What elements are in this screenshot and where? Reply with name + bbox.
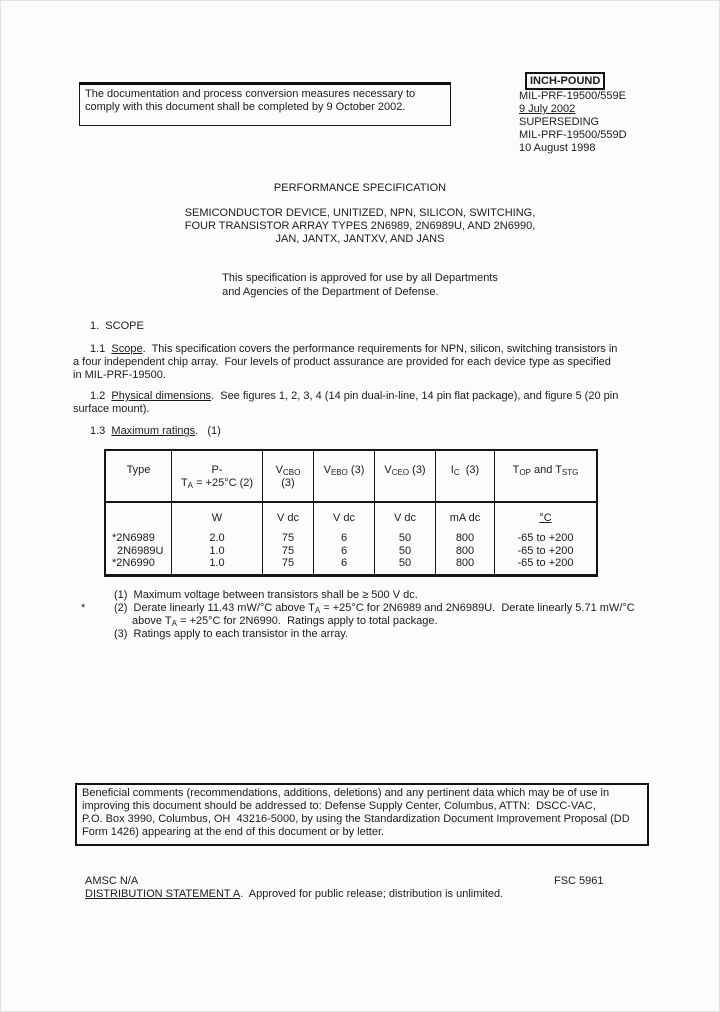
distribution-label: DISTRIBUTION STATEMENT A [85,888,241,900]
table-cell-power: 1.0 [209,544,225,557]
section-heading-scope: 1. SCOPE [90,320,144,332]
column-ic [436,503,495,574]
comments-line: P.O. Box 3990, Columbus, OH 43216-5000, by using the Standardization Document Improvement Proposal (DD [82,813,630,825]
paragraph-1-2 [73,390,622,416]
amsc-code: AMSC N/A [85,875,139,887]
paragraph-text: . (1) [195,425,221,437]
column-type [106,503,172,574]
paragraph-1-1 [73,343,622,382]
approval-statement [1,272,719,299]
footnote-2-line-1: (2) Derate linearly 11.43 mW/°C above $T_A = +25^\circ C$ for 2N6989 and 2N6989U. Derate linearly 5.71 mW/°C [114,602,635,615]
table-header-row [106,451,596,503]
header-cell-ic: $I_C$ (3) [436,451,495,501]
superseding-label: SUPERSEDING [519,116,600,128]
table-cell-type: 2N6989U [117,544,164,557]
table-cell-type: *2N6989 [112,532,155,544]
header-label: Type [126,464,151,476]
table-cell-vcbo: 75 [281,544,295,557]
table-cell-ic: 800 [455,544,475,557]
unit-label: V dc [332,512,355,524]
unit-label: W [211,512,223,524]
header-label: P- [211,464,223,476]
column-vebo [314,503,375,574]
table-cell-ic: 800 [455,532,475,544]
header-note: (3) [281,477,295,489]
paragraph-number: 1.2 [90,390,112,402]
column-vcbo [263,503,314,574]
paragraph-label: Physical dimensions [111,390,212,402]
table-cell-temp: -65 to +200 [517,557,574,569]
table-footnotes [114,589,635,641]
title-line-1: SEMICONDUCTOR DEVICE, UNITIZED, NPN, SILICON, SWITCHING, [184,207,536,219]
inch-pound-badge: INCH-POUND [525,72,605,90]
table-cell-temp: -65 to +200 [517,532,574,544]
table-cell-ic: 800 [455,557,475,569]
table-cell-vebo: 6 [340,544,348,557]
title-line-2: FOUR TRANSISTOR ARRAY TYPES 2N6989, 2N6989U, AND 2N6990, [184,220,536,232]
table-cell-power: 2.0 [209,532,225,544]
table-cell-vceo: 50 [398,557,412,569]
unit-label: V dc [393,512,416,524]
header-cell-vebo: $V_{EBO}$ (3) [314,451,375,501]
column-temp [495,503,596,574]
unit-label: °C [539,512,552,524]
column-power [172,503,263,574]
maximum-ratings-table [104,449,598,577]
header-cell-type [106,451,172,501]
table-cell-vceo: 50 [398,532,412,544]
header-label: $V_{CBO}$ [275,464,301,477]
title-line-3: JAN, JANTX, JANTXV, AND JANS [275,233,445,245]
header-label: $T_A = +25^\circ C$ (2) [180,477,254,490]
paragraph-text: . This specification covers the performance requirements for NPN, silicon, switching transistors in a four independent chip array. Four levels of product assurance are provided for each device type as specified in MIL-PRF-19500. [73,343,621,381]
footnote-2-line-2: above $T_A = +25^\circ C$ for 2N6990. Ratings apply to total package. [132,615,438,628]
comments-line: improving this document should be addressed to: Defense Supply Center, Columbus, ATTN: DSCC-VAC, [82,800,596,812]
footnote-1: (1) Maximum voltage between transistors shall be ≥ 500 V dc. [114,589,418,601]
table-body [106,503,596,574]
approval-line-2: and Agencies of the Department of Defense. [222,285,439,298]
conversion-notice-box: The documentation and process conversion measures necessary to comply with this document shall be completed by 9 October 2002. [79,82,451,126]
table-cell-power: 1.0 [209,557,225,569]
table-cell-vebo: 6 [340,532,348,544]
comments-line: Beneficial comments (recommendations, additions, deletions) and any pertinent data which may be of use in [82,787,610,799]
header-cell-power [172,451,263,501]
fsc-code: FSC 5961 [554,875,604,887]
paragraph-label: Maximum ratings [111,425,196,437]
document-id-block [519,90,627,155]
table-cell-vcbo: 75 [281,557,295,569]
header-cell-vceo: $V_{CEO}$ (3) [375,451,436,501]
paragraph-label: Scope [111,343,143,355]
change-indicator-asterisk: * [81,602,86,614]
table-cell-vebo: 6 [340,557,348,569]
distribution-statement [85,888,503,901]
superseded-date: 10 August 1998 [519,142,596,154]
table-cell-vceo: 50 [398,544,412,557]
spec-type-heading: PERFORMANCE SPECIFICATION [273,182,447,194]
table-cell-temp: -65 to +200 [517,544,574,557]
paragraph-text: . See figures 1, 2, 3, 4 (14 pin dual-in-line, 14 pin flat package), and figure 5 (20 pin surface mount). [73,390,622,415]
superseded-number: MIL-PRF-19500/559D [519,129,627,141]
approval-line-1: This specification is approved for use by all Departments [222,272,498,284]
beneficial-comments-box [75,783,649,846]
distribution-text: . Approved for public release; distribution is unlimited. [240,888,504,900]
paragraph-number: 1.3 [90,425,112,437]
document-title [1,207,719,246]
header-cell-temp: $T_{OP}$ and $T_{STG}$ [512,464,579,477]
footnote-3: (3) Ratings apply to each transistor in the array. [114,628,348,640]
paragraph-1-3 [73,425,622,438]
header-cell-vcbo [263,451,314,501]
doc-date: 9 July 2002 [519,103,576,115]
paragraph-number: 1.1 [90,343,112,355]
column-vceo [375,503,436,574]
table-cell-type: *2N6990 [112,557,155,569]
unit-label [106,512,171,525]
comments-line: Form 1426) appearing at the end of this document or by letter. [82,826,385,838]
table-cell-vcbo: 75 [281,532,295,544]
unit-label: V dc [276,512,299,524]
unit-label: mA dc [449,512,481,524]
doc-number: MIL-PRF-19500/559E [519,90,626,102]
